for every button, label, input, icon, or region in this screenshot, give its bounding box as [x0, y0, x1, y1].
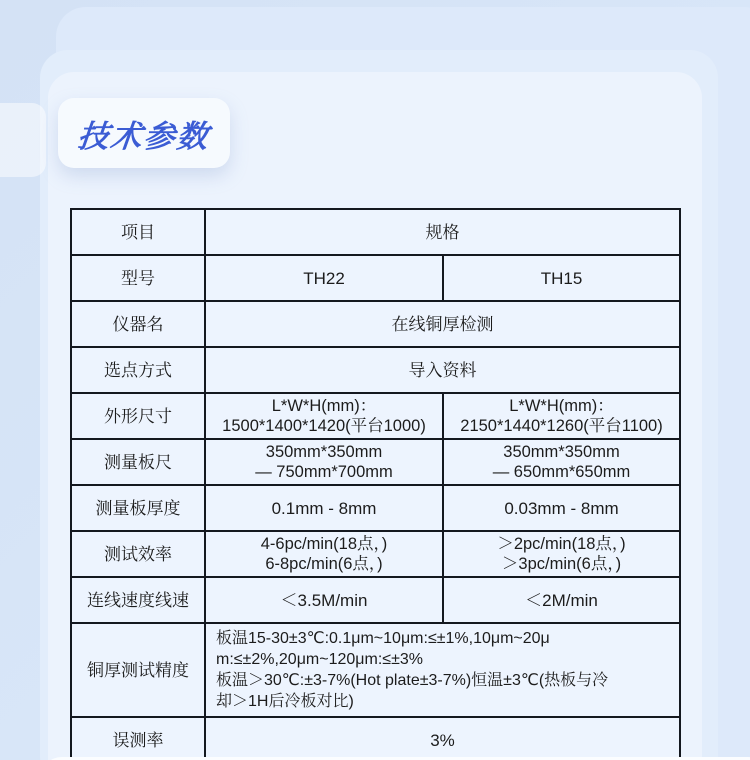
- value-cell: [443, 393, 680, 439]
- value-line: 1500*1400*1420(平台1000): [222, 417, 426, 435]
- table-row: [71, 577, 680, 623]
- row-label: 选点方式: [71, 347, 205, 393]
- row-label: 项目: [71, 209, 205, 255]
- value-cell: TH15: [443, 255, 680, 301]
- value-line: 板温15-30±3℃:0.1μm~10μm:≤±1%,10μm~20μ: [216, 630, 550, 647]
- row-label: 型号: [71, 255, 205, 301]
- value-line: — 650mm*650mm: [492, 463, 631, 481]
- row-label: 外形尺寸: [71, 393, 205, 439]
- value-line: 350mm*350mm: [265, 443, 383, 461]
- value-cell: [205, 623, 680, 717]
- value-cell: ＜2M/min: [443, 577, 680, 623]
- page-title: 技术参数: [75, 118, 212, 154]
- value-cell: 在线铜厚检测: [205, 301, 680, 347]
- value-line: m:≤±2%,20μm~120μm:≤±3%: [216, 651, 423, 668]
- value-cell: [443, 439, 680, 485]
- spec-table: [70, 208, 681, 760]
- value-cell: 规格: [205, 209, 680, 255]
- value-line: L*W*H(mm)：: [271, 397, 377, 415]
- table-row: [71, 439, 680, 485]
- row-label: 测量板尺: [71, 439, 205, 485]
- value-line: 2150*1440*1260(平台1100): [460, 417, 663, 435]
- value-line: 350mm*350mm: [503, 443, 620, 461]
- title-tag: [58, 98, 230, 168]
- row-label: 测试效率: [71, 531, 205, 577]
- table-row: [71, 623, 680, 717]
- value-cell: [443, 531, 680, 577]
- value-line: 6-8pc/min(6点，): [265, 555, 383, 573]
- table-row: [71, 717, 680, 760]
- row-label: 测量板厚度: [71, 485, 205, 531]
- value-cell: 导入资料: [205, 347, 680, 393]
- table-row: [71, 485, 680, 531]
- value-cell: TH22: [205, 255, 443, 301]
- row-label: 仪器名: [71, 301, 205, 347]
- value-cell: [205, 393, 443, 439]
- value-line: ＞3pc/min(6点，): [501, 555, 622, 573]
- value-line: ＞2pc/min(18点，): [497, 535, 626, 553]
- value-cell: ＜3.5M/min: [205, 577, 443, 623]
- table-row: [71, 301, 680, 347]
- value-cell: 0.1mm - 8mm: [205, 485, 443, 531]
- row-label: 连线速度线速: [71, 577, 205, 623]
- row-label: 误测率: [71, 717, 205, 760]
- row-label: 铜厚测试精度: [71, 623, 205, 717]
- value-line: L*W*H(mm)：: [509, 397, 614, 415]
- table-row: [71, 393, 680, 439]
- value-line: — 750mm*700mm: [255, 463, 393, 481]
- table-row: [71, 255, 680, 301]
- title-tag-echo: [0, 103, 46, 177]
- value-line: 板温＞30℃:±3-7%(Hot plate±3-7%)恒温±3℃(热板与冷: [216, 672, 609, 689]
- value-line: 4-6pc/min(18点，): [260, 535, 388, 553]
- value-line: 却＞1H后冷板对比): [216, 693, 354, 710]
- table-row: [71, 531, 680, 577]
- table-row: [71, 209, 680, 255]
- value-cell: [205, 439, 443, 485]
- value-cell: 0.03mm - 8mm: [443, 485, 680, 531]
- value-cell: [205, 531, 443, 577]
- value-cell: 3%: [205, 717, 680, 760]
- table-row: [71, 347, 680, 393]
